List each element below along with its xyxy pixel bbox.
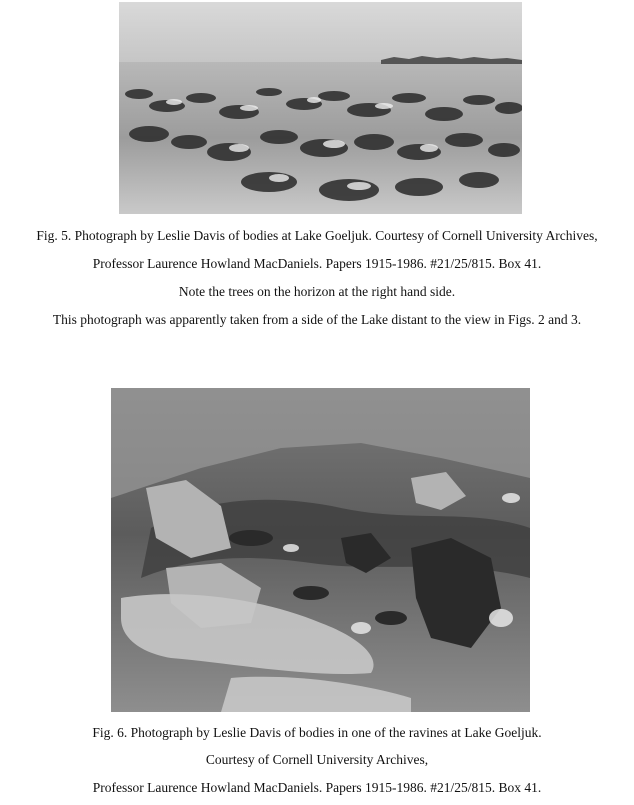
figure-6-caption-line-2: Courtesy of Cornell University Archives, — [205, 752, 429, 767]
figure-5-caption-line-1: Fig. 5. Photograph by Leslie Davis of bodies at Lake Goeljuk. Courtesy of Cornell University Archives, — [36, 228, 598, 243]
figure-6-caption-line-1: Fig. 6. Photograph by Leslie Davis of bodies in one of the ravines at Lake Goeljuk. — [92, 725, 542, 740]
figure-5-photograph — [119, 2, 522, 214]
figure-5-caption-line-4: This photograph was apparently taken from a side of the Lake distant to the view in Figs. 2 and 3. — [52, 312, 582, 327]
figure-6-photo-graphic — [111, 388, 530, 712]
figure-6-photograph — [111, 388, 530, 712]
figure-5-photo-graphic — [119, 2, 522, 214]
figure-6-caption-line-3: Professor Laurence Howland MacDaniels. Papers 1915-1986. #21/25/815. Box 41. — [92, 780, 542, 795]
figure-5-caption-line-3: Note the trees on the horizon at the right hand side. — [178, 284, 456, 299]
figure-5-caption-line-2: Professor Laurence Howland MacDaniels. Papers 1915-1986. #21/25/815. Box 41. — [92, 256, 542, 271]
